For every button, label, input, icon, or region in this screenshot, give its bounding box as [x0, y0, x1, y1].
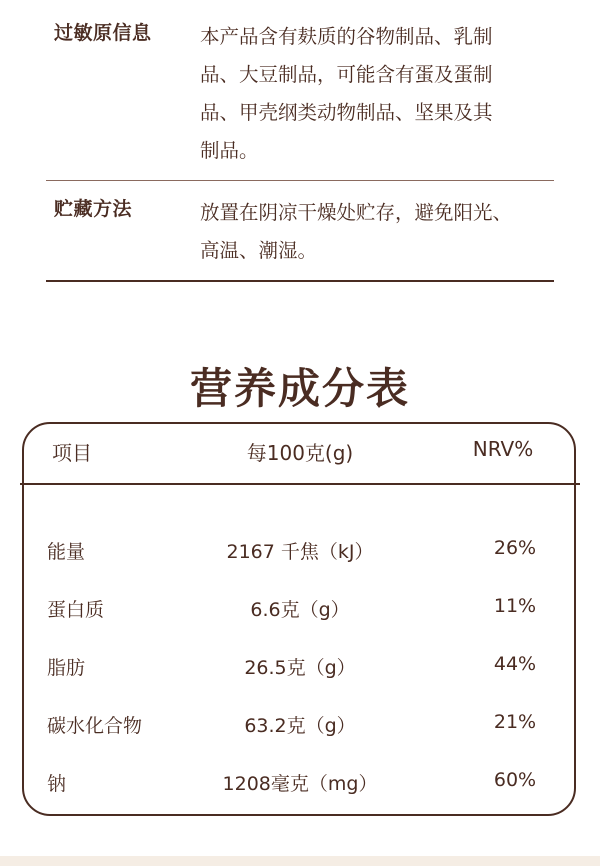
row-nrv: 11%: [493, 595, 537, 617]
storage-line: 放置在阴凉干燥处贮存，避免阳光、: [200, 201, 513, 224]
storage-info-row: [46, 194, 554, 274]
row-item: 脂肪: [47, 657, 86, 679]
storage-text: [200, 194, 560, 270]
header-per100: 每100克(g): [246, 441, 354, 465]
allergen-info-row: [46, 18, 554, 178]
allergen-label: 过敏原信息: [54, 22, 152, 44]
row-item: 碳水化合物: [47, 715, 143, 737]
table-header-divider: [20, 483, 580, 485]
allergen-line: 品、大豆制品，可能含有蛋及蛋制: [200, 63, 493, 86]
row-per100: 26.5克（g）: [244, 657, 356, 679]
row-per100: 63.2克（g）: [244, 715, 356, 737]
section-divider: [46, 280, 554, 282]
header-nrv: NRV%: [472, 437, 534, 461]
row-nrv: 44%: [493, 653, 537, 675]
allergen-line: 品、甲壳纲类动物制品、坚果及其: [200, 101, 493, 124]
allergen-text: [200, 18, 560, 170]
row-item: 蛋白质: [47, 599, 105, 621]
row-per100: 1208毫克（mg）: [222, 773, 378, 795]
bottom-band: [0, 856, 600, 866]
row-item: 能量: [47, 541, 86, 563]
row-nrv: 60%: [493, 769, 537, 791]
header-item: 项目: [52, 441, 92, 465]
row-item: 钠: [47, 773, 67, 795]
info-divider: [46, 180, 554, 181]
storage-line: 高温、潮湿。: [200, 239, 318, 262]
storage-label: 贮藏方法: [54, 198, 133, 220]
row-nrv: 26%: [493, 537, 537, 559]
row-per100: 2167 千焦（kJ）: [226, 541, 374, 563]
allergen-line: 制品。: [200, 139, 259, 162]
row-per100: 6.6克（g）: [250, 599, 350, 621]
row-nrv: 21%: [493, 711, 537, 733]
nutrition-title: 营养成分表: [189, 364, 410, 413]
allergen-line: 本产品含有麸质的谷物制品、乳制: [200, 25, 493, 48]
